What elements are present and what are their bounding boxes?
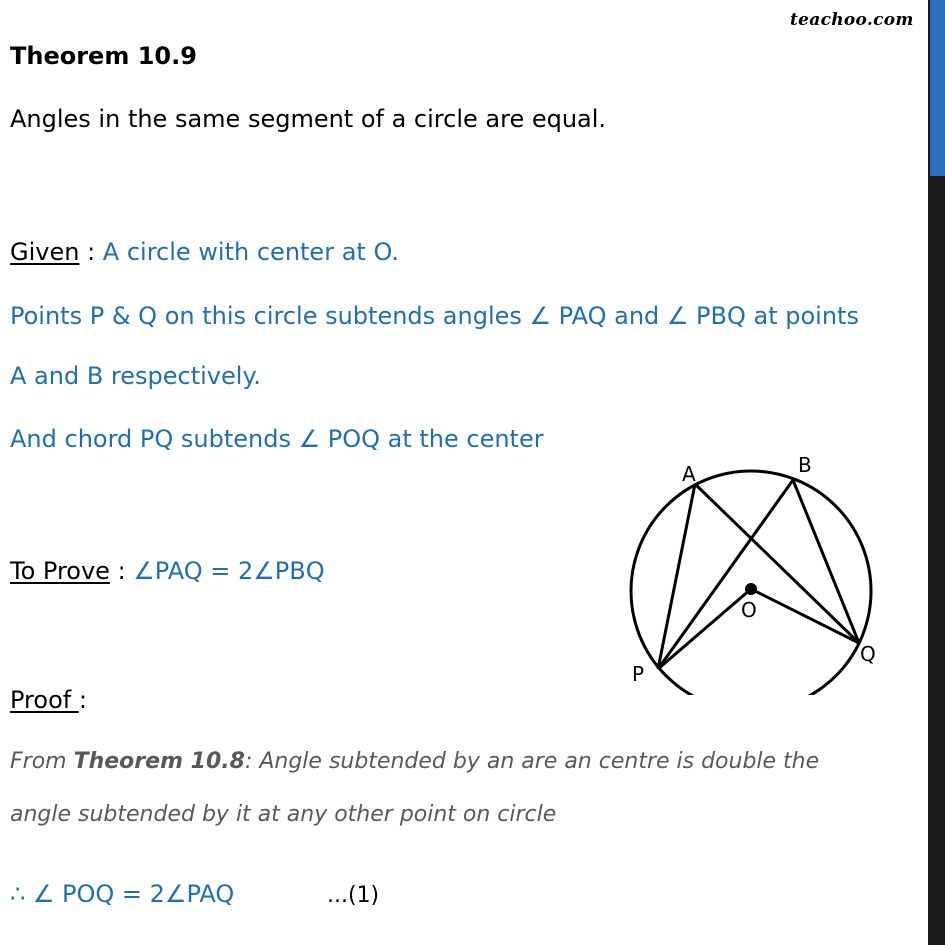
line-oq — [751, 589, 859, 643]
from-line1-rest: : Angle subtended by an are an centre is double the — [244, 749, 820, 774]
given-text: A circle with center at O. — [102, 238, 399, 266]
line-aq — [695, 484, 859, 643]
theorem-title: Theorem 10.9 — [10, 42, 197, 70]
points-line-1: Points P & Q on this circle subtends angles ∠ PAQ and ∠ PBQ at points — [10, 302, 859, 330]
proof-separator: : — [78, 686, 87, 714]
to-prove-text: ∠PAQ = 2∠PBQ — [133, 557, 325, 585]
therefore-equation: ∴ ∠ POQ = 2∠PAQ — [10, 880, 235, 908]
theorem-statement: Angles in the same segment of a circle are equal. — [10, 105, 607, 133]
label-p: P — [632, 662, 645, 686]
label-q: Q — [860, 642, 876, 666]
center-point-o — [745, 583, 757, 595]
from-prefix: From — [10, 749, 74, 774]
label-o: O — [741, 598, 757, 622]
to-prove-line — [10, 557, 325, 585]
chord-line: And chord PQ subtends ∠ POQ at the center — [10, 425, 544, 453]
given-line — [10, 238, 399, 266]
given-label: Given — [10, 238, 80, 266]
equation-reference: ...(1) — [327, 883, 380, 908]
proof-line — [10, 686, 87, 714]
from-theorem-ref: Theorem 10.8 — [73, 749, 245, 774]
to-prove-separator: : — [109, 557, 134, 585]
label-b: B — [798, 453, 812, 477]
label-a: A — [682, 462, 696, 486]
scrollbar-thumb[interactable] — [930, 0, 945, 176]
given-separator: : — [79, 238, 103, 266]
to-prove-label: To Prove — [10, 557, 110, 585]
from-theorem-line-2: angle subtended by it at any other point on circle — [10, 802, 557, 827]
brand-logo-text: teachoo.com — [790, 10, 914, 30]
from-theorem-line-1 — [10, 749, 819, 774]
proof-label: Proof — [10, 686, 79, 714]
circle-diagram — [620, 445, 900, 695]
points-line-2: A and B respectively. — [10, 362, 261, 390]
line-bq — [793, 480, 859, 643]
